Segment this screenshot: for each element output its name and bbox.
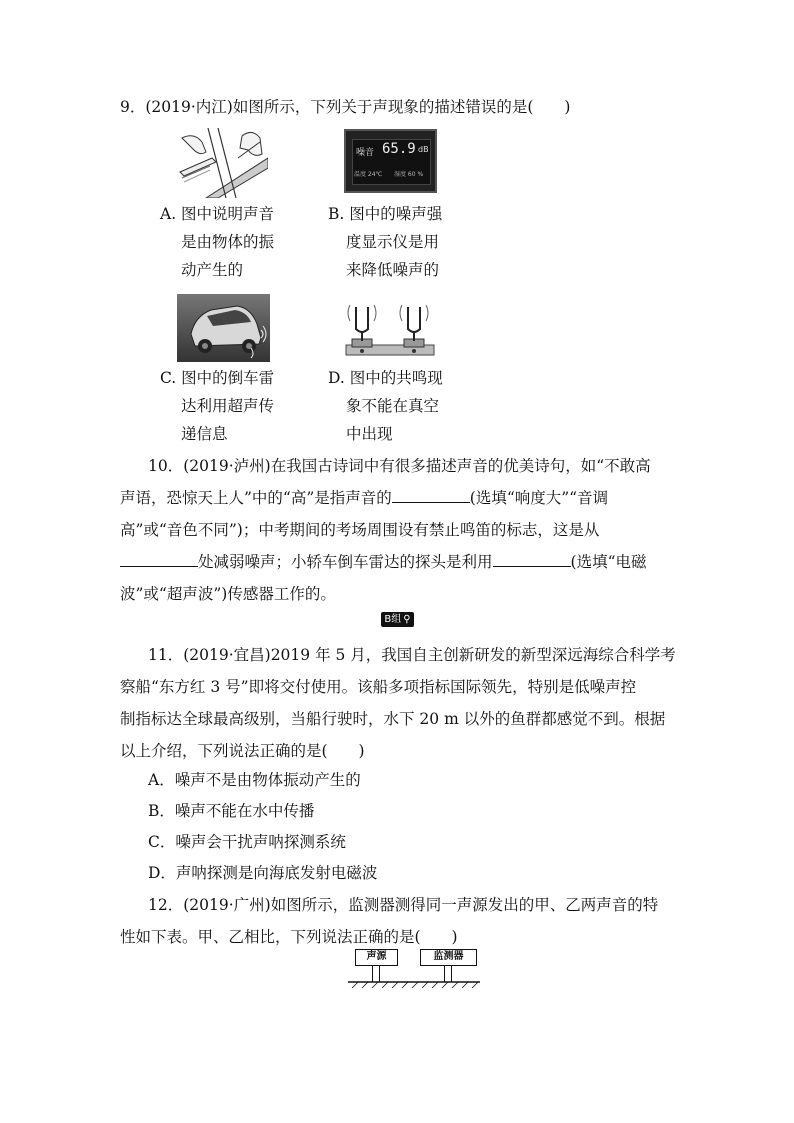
q10-line2: 声语，恐惊天上人”中的“高”是指声音的 (选填“响度大”“音调 [120,489,609,507]
meter-unit: dB [418,145,429,154]
q9-option-c: C. 图中的倒车雷 达利用超声传 递信息 [160,369,275,443]
noise-meter-figure [344,129,437,193]
q10-line3: 高”或“音色不同”)；中考期间的考场周围设有禁止鸣笛的标志，这是从 [120,521,600,539]
q10-line5: 波”或“超声波”)传感器工作的。 [120,585,336,603]
q12-line2: 性如下表。甲、乙相比，下列说法正确的是( ) [120,928,458,946]
q9-option-d: D. 图中的共鸣现 象不能在真空 中出现 [328,369,443,443]
search-icon: ⚲ [403,614,411,625]
monitor-box: 监测器 [420,949,477,966]
q11-option-b: B．噪声不能在水中传播 [148,802,315,820]
ground-line [348,981,480,989]
answer-blank [120,552,198,567]
sound-source-box: 声源 [355,949,398,966]
meter-label: 噪音 [356,148,375,158]
q10-line1: 10．(2019·泸州)在我国古诗词中有很多描述声音的优美诗句，如“不敢高 [148,457,651,475]
meter-temp: 温度 24℃ [354,171,383,178]
q9-stem: 9．(2019·内江)如图所示，下列关于声现象的描述错误的是( ) [120,98,571,116]
answer-blank [493,552,571,567]
q11-line1: 11．(2019·宜昌)2019 年 5 月，我国自主创新研发的新型深远海综合科学考 [148,646,676,664]
answer-blank [392,488,470,503]
q11-line3: 制指标达全球最高级别，当船行驶时，水下 20 m 以外的鱼群都感觉不到。根据 [120,710,666,728]
q11-option-d: D．声呐探测是向海底发射电磁波 [148,864,378,882]
q9-option-b: B. 图中的噪声强 度显示仪是用 来降低噪声的 [328,205,443,279]
car-radar-figure [177,294,270,362]
tuning-fork-figure [342,293,438,363]
q11-option-a: A．噪声不是由物体振动产生的 [148,771,361,789]
monitor-stand [444,966,452,982]
ruler-vibration-figure [176,128,268,198]
group-b-badge: B组 ⚲ [381,612,414,627]
meter-value: 65.9 [382,141,416,157]
meter-humid: 湿度 60 % [394,171,424,178]
q11-option-c: C．噪声会干扰声呐探测系统 [148,833,346,851]
q11-line2: 察船“东方红 3 号”即将交付使用。该船多项指标国际领先，特别是低噪声控 [120,678,637,696]
q9-option-a: A. 图中说明声音 是由物体的振 动产生的 [160,205,275,279]
q11-line4: 以上介绍，下列说法正确的是( ) [120,742,365,760]
q10-line4: 处减弱噪声；小轿车倒车雷达的探头是利用 (选填“电磁 [120,552,647,572]
q12-line1: 12．(2019·广州)如图所示，监测器测得同一声源发出的甲、乙两声音的特 [148,896,659,914]
source-stand [372,966,380,982]
